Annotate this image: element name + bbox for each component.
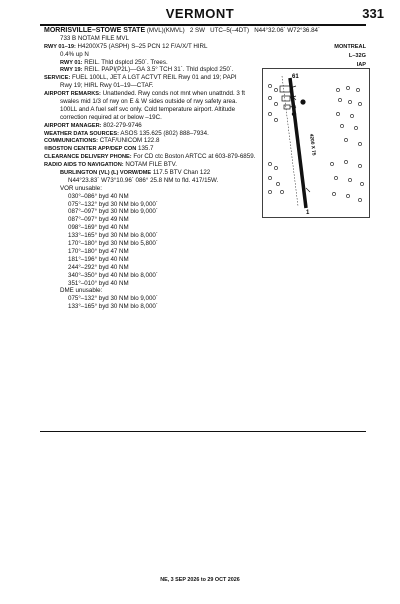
entry-line-lead: ®BOSTON CENTER APP/DEP CON bbox=[44, 146, 137, 153]
chart-iap: IAP bbox=[356, 62, 366, 68]
entry-line bbox=[44, 303, 266, 311]
entry-line-text: 030°–086° byd 40 NM bbox=[68, 192, 129, 200]
entry-line bbox=[44, 264, 266, 272]
entry-line bbox=[44, 248, 266, 256]
diagram-frame bbox=[263, 69, 370, 218]
entry-line-lead: RWY 19: bbox=[60, 67, 83, 74]
entry-line bbox=[44, 169, 266, 177]
entry-line-text: 0.4% up N bbox=[60, 50, 89, 58]
entry-line bbox=[44, 130, 266, 138]
entry-line bbox=[44, 287, 266, 295]
entry-line bbox=[44, 122, 266, 130]
entry-line-text: VOR unusable: bbox=[60, 184, 102, 192]
entry-line-text: 170°–180° byd 47 NM bbox=[68, 247, 129, 255]
entry-line bbox=[44, 106, 266, 114]
entry-line-text: 087°–097° byd 30 NM blo 9,000´ bbox=[68, 208, 158, 216]
entry-line bbox=[44, 82, 266, 90]
entry-line bbox=[44, 153, 266, 161]
entry-line bbox=[44, 51, 266, 59]
airport-diagram bbox=[262, 68, 370, 218]
entry-line-text: swales mid 1/3 of rwy on E & W sides outside of rwy safety area. bbox=[60, 98, 238, 106]
entry-line bbox=[44, 185, 266, 193]
entry-line bbox=[44, 114, 266, 122]
airport-line2: 733 B NOTAM FILE MVL bbox=[60, 34, 129, 42]
entry-line-text: 133°–165° byd 30 NM blo 8,000´ bbox=[68, 232, 158, 240]
entry-line-text: 244°–292° byd 40 NM bbox=[68, 263, 129, 271]
entry-line-text: 135.7 bbox=[136, 145, 154, 153]
airport-coords: N44°32.06´ W72°36.84´ bbox=[254, 27, 321, 34]
entry-line bbox=[44, 193, 266, 201]
entry-line-text: CTAF/UNICOM 122.8 bbox=[97, 137, 160, 145]
entry-line-text: Rwy 19; HIRL Rwy 01–19—CTAF. bbox=[60, 82, 154, 90]
runway-top-label: 61 bbox=[292, 74, 299, 80]
entry-line-text: FUEL 100LL, JET A LGT ACTVT REIL Rwy 01 and 19; PAPI bbox=[70, 74, 237, 82]
airport-utc: UTC–5(–4DT) bbox=[210, 27, 250, 34]
entry-line bbox=[44, 295, 266, 303]
entry-line-text: For CD ctc Boston ARTCC at 603-879-6859. bbox=[131, 153, 256, 161]
entry-line-text: 802-279-9746 bbox=[101, 121, 142, 129]
airport-name: MORRISVILLE–STOWE STATE bbox=[44, 27, 146, 34]
entry-line-text: 087°–097° byd 49 NM bbox=[68, 216, 129, 224]
entry-line-lead: RWY 01: bbox=[60, 59, 83, 66]
airport-title-line bbox=[44, 27, 321, 35]
entry-line-text: 340°–350° byd 40 NM blo 8,000´ bbox=[68, 271, 158, 279]
entry-line bbox=[44, 272, 266, 280]
entry-line-lead: AIRPORT REMARKS: bbox=[44, 91, 101, 98]
entry-line-lead: COMMUNICATIONS: bbox=[44, 138, 98, 145]
effective-dates-footer: NE, 3 SEP 2026 to 29 OCT 2026 bbox=[160, 577, 240, 583]
entry-line-text: REIL. Thld dsplcd 250´. Trees. bbox=[82, 58, 168, 66]
entry-line bbox=[44, 201, 266, 209]
entry-line bbox=[44, 240, 266, 248]
airport-body bbox=[44, 43, 266, 311]
entry-line-text: 170°–180° byd 30 NM blo 5,800´ bbox=[68, 240, 158, 248]
entry-line-lead: CLEARANCE DELIVERY PHONE: bbox=[44, 154, 132, 161]
entry-line-text: correction required at or below –19C. bbox=[60, 113, 162, 121]
entry-line-text: NOTAM FILE BTV. bbox=[123, 161, 177, 169]
entry-line-text: 117.5 BTV Chan 122 bbox=[151, 169, 211, 177]
chart-low: L–32G bbox=[348, 53, 366, 59]
entry-line bbox=[44, 216, 266, 224]
entry-line bbox=[44, 145, 266, 153]
entry-line-lead: WEATHER DATA SOURCES: bbox=[44, 130, 119, 137]
entry-line-lead: RWY 01–19: bbox=[44, 43, 76, 50]
runway-01-19 bbox=[290, 78, 306, 208]
entry-line-text: 075°–132° byd 30 NM blo 9,000´ bbox=[68, 200, 158, 208]
entry-line-lead: RADIO AIDS TO NAVIGATION: bbox=[44, 162, 124, 169]
entry-line bbox=[44, 74, 266, 82]
entry-line bbox=[44, 256, 266, 264]
entry-line bbox=[44, 98, 266, 106]
tree-symbols bbox=[268, 84, 363, 201]
entry-line bbox=[44, 232, 266, 240]
entry-line bbox=[44, 280, 266, 288]
entry-line-lead: AIRPORT MANAGER: bbox=[44, 122, 102, 129]
page-number: 331 bbox=[362, 6, 384, 21]
chart-region: MONTREAL bbox=[334, 44, 366, 50]
entry-line-text: 351°–010° byd 40 NM bbox=[68, 279, 129, 287]
runway-01-label: 1 bbox=[306, 210, 310, 216]
entry-line-text: REIL. PAPI(P2L)—GA 3.5° TCH 31´. Thld dsplcd 250´. bbox=[82, 66, 234, 74]
header-rule bbox=[40, 24, 366, 26]
entry-line-text: 133°–165° byd 30 NM blo 8,000´ bbox=[68, 303, 158, 311]
entry-line-text: 181°–196° byd 40 NM bbox=[68, 255, 129, 263]
runway-dimension-label: 4200 X 75 bbox=[308, 133, 316, 156]
airport-ident: (MVL)(KMVL) bbox=[146, 27, 185, 34]
entry-line-text: H4200X75 (ASPH) S–25 PCN 12 F/A/X/T HIRL bbox=[75, 42, 208, 50]
entry-line bbox=[44, 43, 266, 51]
entry-line-text: Unattended. Rwy conds not mnt when unattndd. 3 ft bbox=[100, 90, 245, 98]
beacon-icon bbox=[300, 99, 305, 104]
entry-line bbox=[44, 161, 266, 169]
entry-line bbox=[44, 177, 266, 185]
entry-line bbox=[44, 224, 266, 232]
entry-line-text: ASOS 135.625 (802) 888–7934. bbox=[119, 129, 209, 137]
entry-end-rule bbox=[40, 431, 366, 432]
entry-line-text: 075°–132° byd 30 NM blo 9,000´ bbox=[68, 295, 158, 303]
extended-centerline bbox=[282, 76, 298, 206]
airport-distance: 2 SW bbox=[189, 27, 205, 34]
entry-line bbox=[44, 90, 266, 98]
entry-line-text: DME unusable: bbox=[60, 287, 103, 295]
entry-line-text: 098°–169° byd 40 NM bbox=[68, 224, 129, 232]
entry-line bbox=[44, 208, 266, 216]
state-header: VERMONT bbox=[165, 6, 235, 21]
entry-line-text: N44°23.83´ W73°10.96´ 086° 25.8 NM to fld. 417/15W. bbox=[68, 176, 219, 184]
entry-line bbox=[44, 59, 266, 67]
entry-line bbox=[44, 66, 266, 74]
entry-line bbox=[44, 137, 266, 145]
entry-line-lead: BURLINGTON (VL) (L) VORW/DME bbox=[60, 170, 152, 177]
entry-line-lead: SERVICE: bbox=[44, 75, 71, 82]
entry-line-text: 100LL and A fuel self svc only. Cold temperature airport. Altitude bbox=[60, 105, 236, 113]
